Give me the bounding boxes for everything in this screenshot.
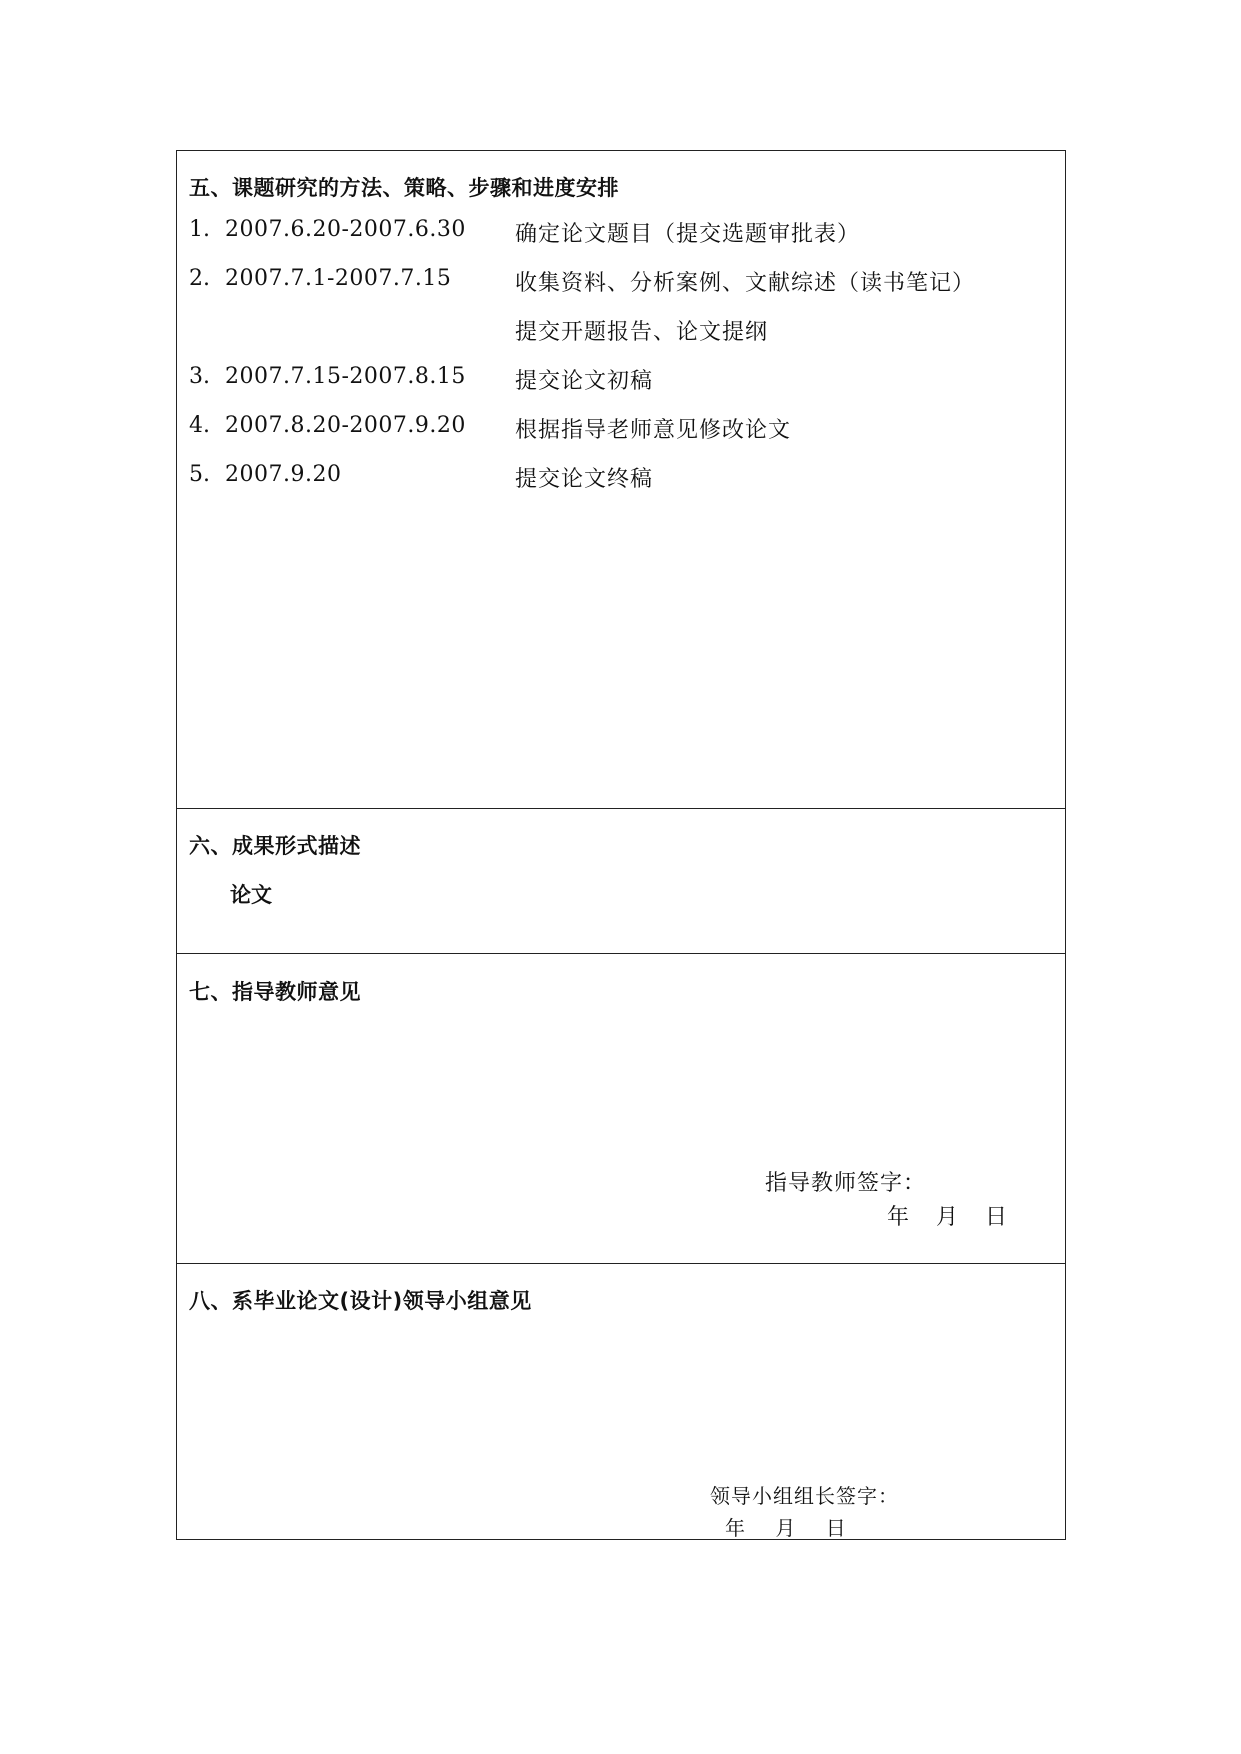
plan-row-number: 3. <box>189 364 210 389</box>
plan-row-date: 2007.6.20-2007.6.30 <box>225 217 466 242</box>
plan-row-task: 提交论文终稿 <box>515 467 654 492</box>
plan-row-date: 2007.7.15-2007.8.15 <box>225 364 466 389</box>
committee-date-line: 年 月 日 <box>725 1516 847 1540</box>
plan-row-number: 1. <box>189 217 210 242</box>
plan-row-date: 2007.9.20 <box>225 462 342 487</box>
section-advisor-opinion <box>177 954 1065 1264</box>
advisor-signature-label: 指导教师签字： <box>765 1171 927 1196</box>
plan-row-task: 收集资料、分析案例、文献综述（读书笔记） <box>515 271 976 296</box>
section-8-heading: 八、系毕业论文(设计)领导小组意见 <box>189 1289 532 1313</box>
section-5-heading: 五、课题研究的方法、策略、步骤和进度安排 <box>189 176 619 200</box>
advisor-date-line: 年 月 日 <box>887 1205 1008 1230</box>
plan-row-number: 5. <box>189 462 210 487</box>
section-research-plan <box>177 151 1065 809</box>
plan-row-task: 根据指导老师意见修改论文 <box>515 418 792 443</box>
section-6-heading: 六、成果形式描述 <box>189 834 361 858</box>
section-result-form <box>177 809 1065 954</box>
section-committee-opinion <box>177 1264 1065 1539</box>
plan-row-date: 2007.8.20-2007.9.20 <box>225 413 466 438</box>
committee-signature-label: 领导小组组长签字： <box>710 1484 899 1508</box>
plan-row-date: 2007.7.1-2007.7.15 <box>225 266 452 291</box>
plan-row-task: 提交论文初稿 <box>515 369 654 394</box>
plan-row-task: 提交开题报告、论文提纲 <box>515 320 769 345</box>
section-7-heading: 七、指导教师意见 <box>189 980 361 1004</box>
plan-row-number: 2. <box>189 266 210 291</box>
plan-row-task: 确定论文题目（提交选题审批表） <box>515 222 861 247</box>
plan-row-number: 4. <box>189 413 210 438</box>
opinion-form-table <box>176 150 1066 1540</box>
result-form-content: 论文 <box>230 883 272 907</box>
